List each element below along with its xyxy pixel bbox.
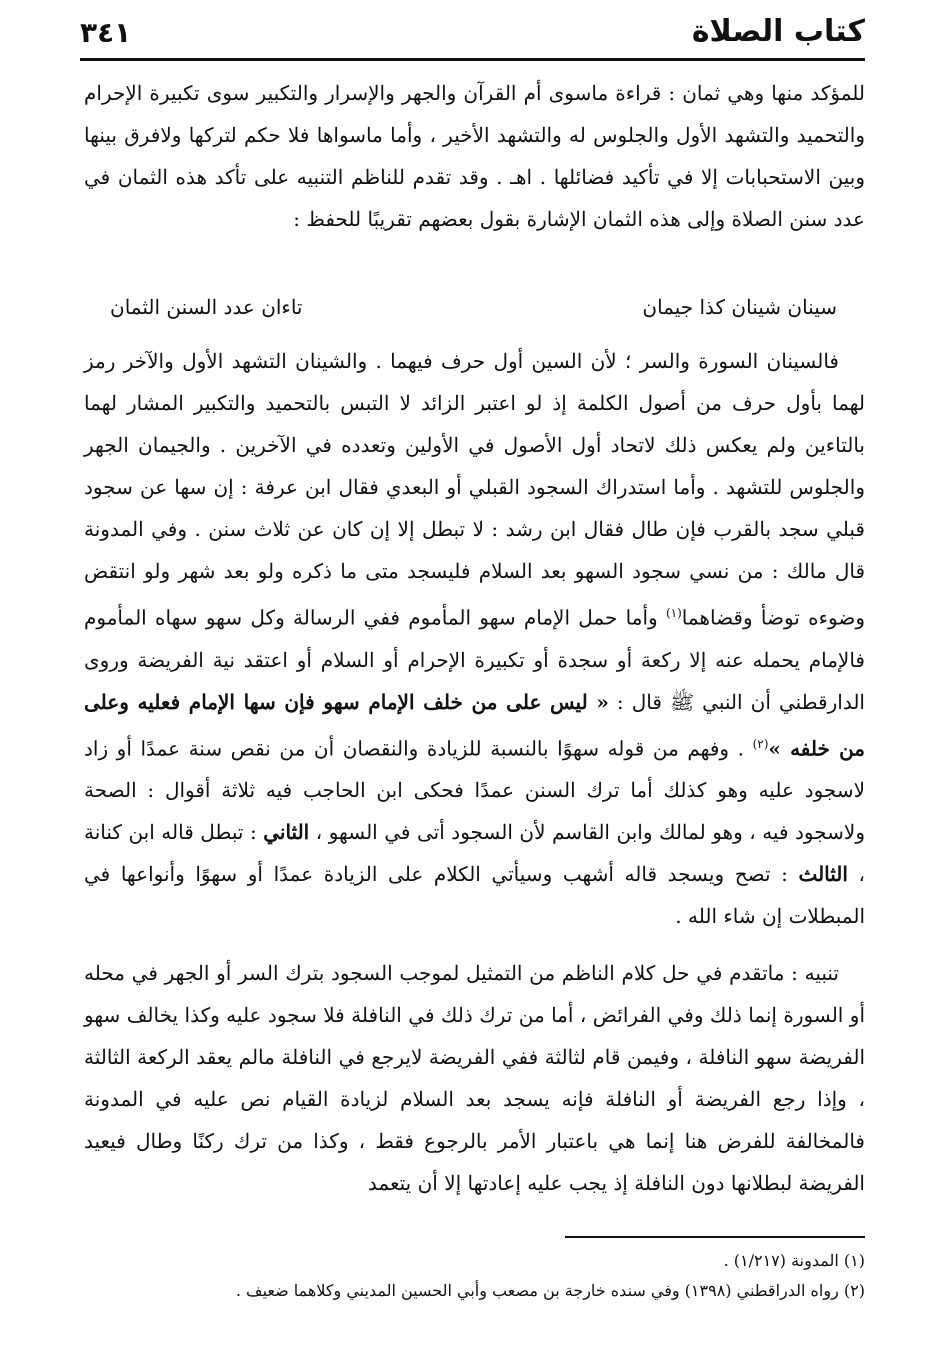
paragraph-3: تنبيه : ماتقدم في حل كلام الناظم من التمثيل لموجب السجود بترك السر أو الجهر في محله أو السورة إنما ذلك وفي الفرائض ، أما من ترك ذلك في النافلة فلا سجود عليه وكذا يخالف سهو الفريضة سهو النافلة ، وفيمن قام لثالثة ففي الفريضة لايرجع في النافلة مالم يعقد الركعة الثالثة ، وإذا رجع الفريضة أو النافلة فإنه يسجد بعد السلام لزيادة القيام نص عليه في المدونة فالمخالفة للفرض هنا إنما هي باعتبار الأمر بالرجوع فقط ، وكذا من ترك ركنًا وطال فيعيد الفريضة لبطلانها دون النافلة إذ يجب عليه إعادتها إلا أن يتعمد (84, 961, 865, 1195)
footnote-ref-1[interactable]: (١) (665, 606, 682, 620)
paragraph-2-part-5: : تصح ويسجد قاله أشهب وسيأتي الكلام على الزيادة عمدًا أو سهوًا وأنواعها في المبطلات إن شاء الله . (84, 862, 865, 929)
footnote-ref-2[interactable]: (٢) (752, 736, 769, 751)
paragraph-2-part-4: : تبطل قاله ابن كنانة ، (84, 820, 865, 887)
page-header (80, 14, 865, 61)
footnote-divider (565, 1236, 865, 1238)
footnotes (84, 1246, 865, 1306)
paragraph-2-part-3: . وفهم من قوله سهوًا بالنسبة للزيادة والنقصان أن من نقص سنة عمدًا أو زاد لاسجود عليه وهو كذلك أما ترك السنن عمدًا فحكى ابن الحاجب فيه ثلاثة أقوال : الصحة ولاسجود فيه ، وهو لمالك وابن القاسم لأن السجود أتى في السهو ، (84, 736, 866, 845)
second-opinion-label: الثاني (263, 820, 310, 845)
chapter-title: كتاب الصلاة (691, 14, 865, 49)
footnote-1: (١) المدونة (١/٢١٧) . (723, 1251, 865, 1270)
verse-first-hemistich: سينان شينان كذا جيمان (642, 295, 837, 319)
hadith-quote: « ليس على من خلف الإمام سهو فإن سها الإمام فعليه وعلى من خلفه » (84, 689, 865, 761)
third-opinion-label: الثالث (798, 862, 848, 887)
paragraph-2 (84, 340, 865, 937)
paragraph-2-part-2: وأما حمل الإمام سهو المأموم ففي الرسالة وكل سهو سهاه المأموم فالإمام يحمله عنه إلا ركعة أو سجدة أو تكبيرة الإحرام أو السلام أو اعتقد نية الفريضة وروى الدارقطني أن النبي ﷺ قال : (84, 605, 865, 714)
paragraph-2-part-1: فالسينان السورة والسر ؛ لأن السين أول حرف فيهما . والشينان التشهد الأول والآخر رمز لهما بأول حرف من أصول الكلمة إذ لو اعتبر الزائد لا التبس بالتحميد والتكبير المشار لهما بالتاءين ولم يعكس ذلك لاتحاد أول الأصول في الأولين وتعدده في الآخرين . والجيمان الجهر والجلوس للتشهد . وأما استدراك السجود القبلي أو البعدي فقال ابن عرفة : إن سها عن سجود قبلي سجد بالقرب فإن طال فقال ابن رشد : لا تبطل إلا إن كان عن ثلاث سنن . وفي المدونة قال مالك : من نسي سجود السهو بعد السلام فليسجد متى ما ذكره ولو بعد شهر ولو انتقض وضوءه توضأ وقضاهما (84, 349, 866, 630)
footnote-2: (٢) رواه الدراقطني (١٣٩٨) وفي سنده خارجة بن مصعب وأبي الحسين المديني وكلاهما ضعيف . (235, 1281, 865, 1300)
page-number: ٣٤١ (80, 16, 132, 49)
paragraph-1: للمؤكد منها وهي ثمان : قراءة ماسوى أم القرآن والجهر والإسرار والتكبير سوى تكبيرة الإحرام والتحميد والتشهد الأول والجلوس له والتشهد الأخير ، وأما ماسواها فلا حكم لتركها ولافرق بينها وبين الاستحبابات إلا في تأكيد فضائلها . اهـ . وقد تقدم للناظم التنبيه على تأكد هذه الثمان في عدد سنن الصلاة وإلى هذه الثمان الإشارة بقول بعضهم تقريبًا للحفظ : (84, 81, 865, 231)
verse-second-hemistich: تاءان عدد السنن الثمان (110, 295, 303, 319)
